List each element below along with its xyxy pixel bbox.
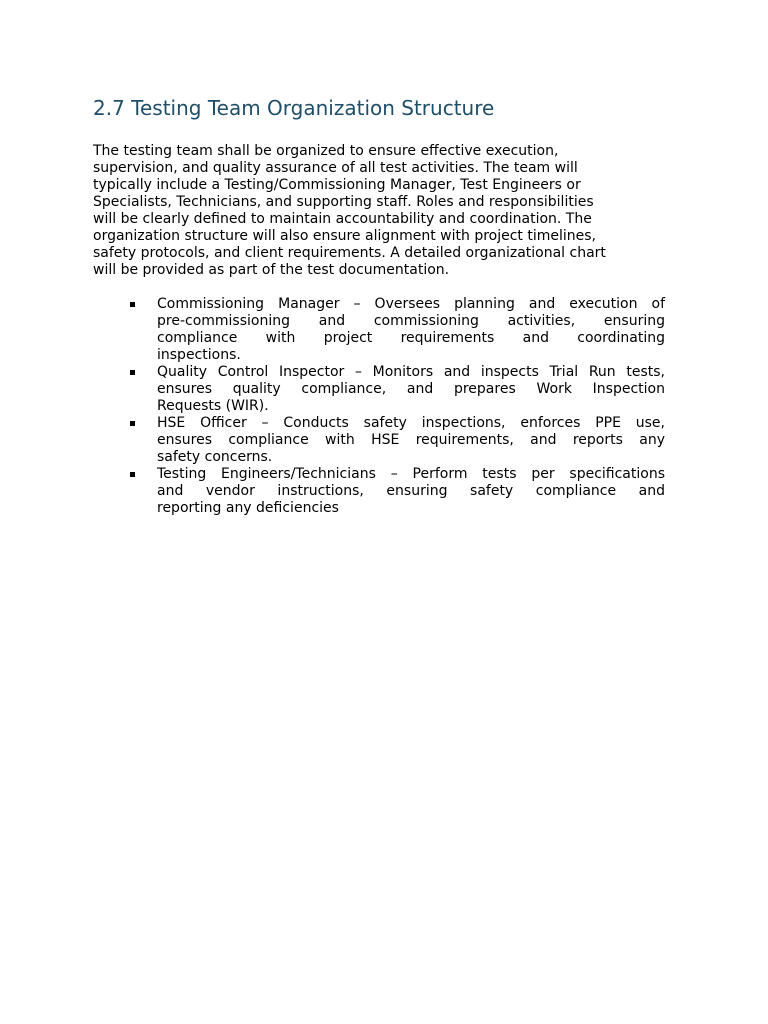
role-bullet-list [93,296,668,517]
bullet-testing-engineers [93,466,665,517]
square-bullet-icon [130,370,135,375]
bullet-line: reporting any deficiencies [157,500,339,516]
intro-line: will be provided as part of the test documentation. [93,262,450,278]
intro-line: safety protocols, and client requirements. A detailed organizational chart [93,245,606,261]
bullet-line: safety concerns. [157,449,273,465]
bullet-line: ensures quality compliance, and prepares Work Inspection [157,381,665,397]
bullet-quality-control-inspector [93,364,665,415]
bullet-line: Commissioning Manager – Oversees planning and execution of [157,296,665,312]
bullet-line: Quality Control Inspector – Monitors and inspects Trial Run tests, [157,364,665,380]
intro-line: supervision, and quality assurance of all test activities. The team will [93,160,578,176]
bullet-line: compliance with project requirements and coordinating [157,330,665,346]
bullet-hse-officer [93,415,665,466]
intro-paragraph [93,143,668,279]
bullet-commissioning-manager [93,296,665,364]
square-bullet-icon [130,302,135,307]
intro-line: The testing team shall be organized to ensure effective execution, [93,143,559,159]
section-heading: 2.7 Testing Team Organization Structure [93,96,495,120]
intro-line: will be clearly defined to maintain accountability and coordination. The [93,211,592,227]
square-bullet-icon [130,421,135,426]
square-bullet-icon [130,472,135,477]
bullet-line: HSE Officer – Conducts safety inspections, enforces PPE use, [157,415,665,431]
intro-line: organization structure will also ensure alignment with project timelines, [93,228,597,244]
bullet-line: pre-commissioning and commissioning activities, ensuring [157,313,665,329]
bullet-line: and vendor instructions, ensuring safety compliance and [157,483,665,499]
intro-line: typically include a Testing/Commissioning Manager, Test Engineers or [93,177,581,193]
bullet-line: Testing Engineers/Technicians – Perform tests per specifications [157,466,665,482]
bullet-line: inspections. [157,347,241,363]
bullet-line: ensures compliance with HSE requirements, and reports any [157,432,665,448]
bullet-line: Requests (WIR). [157,398,269,414]
intro-line: Specialists, Technicians, and supporting staff. Roles and responsibilities [93,194,594,210]
